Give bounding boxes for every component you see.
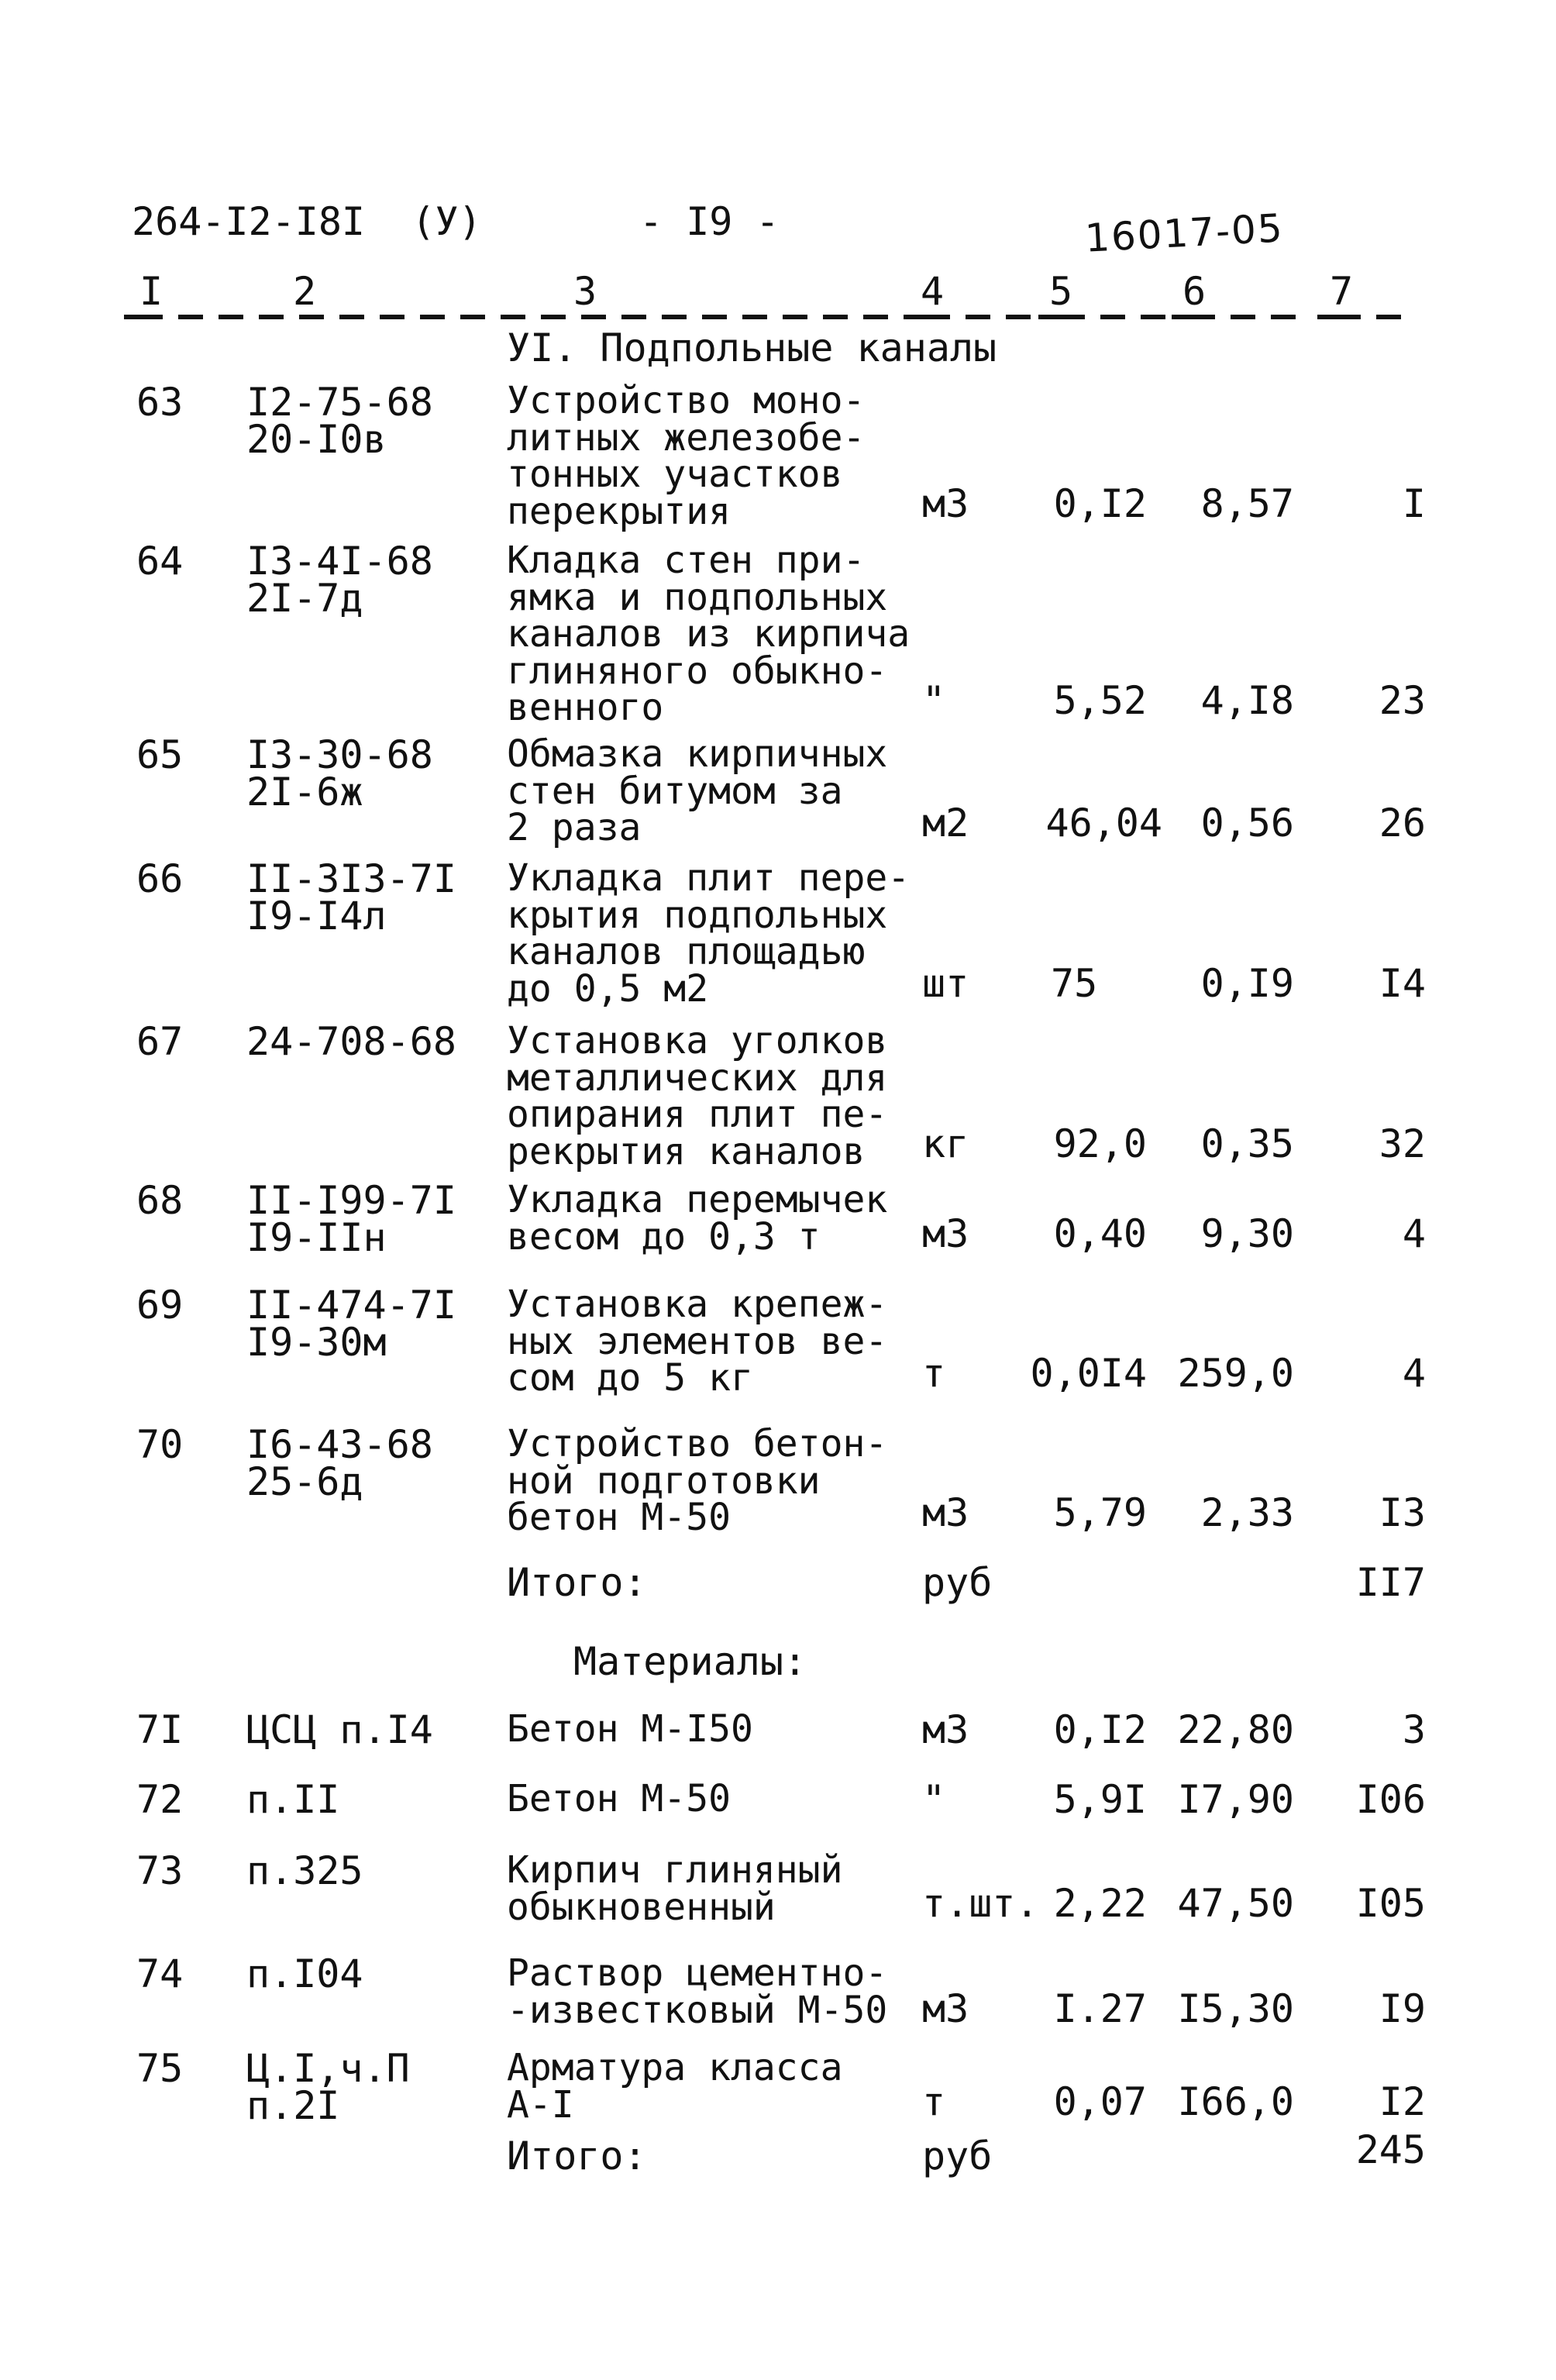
row-quantity: I.27 [1053,1986,1147,2031]
row-unit-price: I66,0 [1177,2079,1294,2124]
row-unit-price: 22,80 [1177,1707,1294,1752]
row-unit-price: 0,I9 [1200,961,1294,1006]
row-unit-price: 0,56 [1200,801,1294,846]
row-unit: т [922,1351,946,1396]
row-description: Бетон М-I50 [507,1707,753,1751]
row-description: Укладка плит пере- крытия подпольных каналов площадью до 0,5 м2 [507,856,911,1011]
column-number: 2 [293,269,317,314]
row-number: 67 [136,1019,184,1064]
row-description: Кладка стен при- ямка и подпольных каналов из кирпича глиняного обыкно- венного [507,539,911,729]
row-description: Арматура класса А-I [507,2046,843,2127]
row-total: I4 [1379,961,1426,1006]
row-number: 73 [136,1848,184,1893]
document-code: 264-I2-I8I (У) [132,199,482,244]
subtotal-label: Итого: [507,2134,647,2179]
row-total: I06 [1355,1777,1426,1822]
subtotal-unit: руб [922,1560,993,1605]
row-code: ЦСЦ п.I4 [246,1707,433,1752]
row-unit-price: 9,30 [1200,1211,1294,1256]
row-description: Бетон М-50 [507,1777,731,1820]
row-unit: м3 [922,1211,969,1256]
row-code: Ц.I,ч.П п.2I [246,2046,410,2128]
row-code: п.II [246,1777,340,1822]
row-code: I6-43-68 25-6д [246,1422,433,1504]
row-total: I [1402,481,1426,526]
row-unit-price: 47,50 [1177,1881,1294,1926]
row-total: 32 [1379,1121,1426,1166]
row-description: Укладка перемычек весом до 0,3 т [507,1178,888,1259]
row-quantity: 0,40 [1053,1211,1147,1256]
subtotal-total: 245 [1355,2127,1426,2172]
row-number: 68 [136,1178,184,1223]
column-number: 4 [921,269,945,314]
row-unit: м2 [922,801,969,846]
row-number: 63 [136,380,184,425]
row-code: I3-30-68 2I-6ж [246,732,433,815]
row-description: Устройство бетон- ной подготовки бетон М-50 [507,1422,888,1539]
row-quantity: 0,I2 [1053,481,1147,526]
row-code: п.325 [246,1848,363,1893]
row-total: I2 [1379,2079,1426,2124]
column-number: 3 [573,269,597,314]
document-variant: (У) [411,199,482,244]
row-code: II-3I3-7I I9-I4л [246,856,456,939]
row-number: 72 [136,1777,184,1822]
row-quantity: 2,22 [1053,1881,1147,1926]
page-number: - I9 - [639,199,780,244]
row-code: I2-75-68 20-I0в [246,380,433,462]
row-quantity: 5,79 [1053,1490,1147,1535]
row-description: Установка крепеж- ных элементов ве- сом до 5 кг [507,1283,888,1400]
row-unit: т.шт. [922,1881,1039,1926]
row-total: 26 [1379,801,1426,846]
subtotal-label: Итого: [507,1560,647,1605]
row-quantity: 75 [1051,961,1098,1006]
row-unit-price: 0,35 [1200,1121,1294,1166]
handwritten-number: 16017-05 [1083,205,1286,261]
row-unit-price: 2,33 [1200,1490,1294,1535]
row-unit: м3 [922,1490,969,1535]
row-quantity: 5,9I [1053,1777,1147,1822]
row-description: Устройство моно- литных железобе- тонных участков перекрытия [507,379,866,533]
row-unit: кг [922,1121,969,1166]
row-number: 66 [136,856,184,901]
row-unit: м3 [922,481,969,526]
row-total: I9 [1379,1986,1426,2031]
row-unit-price: 259,0 [1177,1351,1294,1396]
materials-title: Материалы: [573,1639,807,1684]
row-total: 4 [1402,1351,1426,1396]
column-number: 6 [1182,269,1207,314]
row-quantity: 46,04 [1045,801,1162,846]
row-number: 7I [136,1707,184,1752]
column-number: 5 [1049,269,1073,314]
row-quantity: 0,07 [1053,2079,1147,2124]
row-unit: " [922,1777,946,1822]
row-total: I05 [1355,1881,1426,1926]
row-code: I3-4I-68 2I-7д [246,539,433,621]
row-unit-price: I5,30 [1177,1986,1294,2031]
row-number: 64 [136,539,184,584]
subtotal-total: II7 [1355,1560,1426,1605]
row-number: 75 [136,2046,184,2091]
row-number: 65 [136,732,184,777]
row-unit: м3 [922,1986,969,2031]
row-unit-price: I7,90 [1177,1777,1294,1822]
row-unit: шт [922,961,969,1006]
row-number: 69 [136,1283,184,1328]
column-number: 7 [1330,269,1354,314]
row-description: Кирпич глиняный обыкновенный [507,1848,843,1929]
row-unit-price: 8,57 [1200,481,1294,526]
row-unit: " [922,678,946,723]
row-unit: м3 [922,1707,969,1752]
row-description: Обмазка кирпичных стен битумом за 2 раза [507,732,888,849]
row-quantity: 0,0I4 [1030,1351,1147,1396]
row-quantity: 5,52 [1053,678,1147,723]
column-number: I [139,269,164,314]
row-unit: т [922,2079,946,2124]
row-unit-price: 4,I8 [1200,678,1294,723]
row-total: 23 [1379,678,1426,723]
row-number: 70 [136,1422,184,1467]
row-total: 3 [1402,1707,1426,1752]
row-code: п.I04 [246,1951,363,1996]
row-code: 24-708-68 [246,1019,456,1064]
row-code: II-I99-7I I9-IIн [246,1178,456,1260]
row-quantity: 0,I2 [1053,1707,1147,1752]
subtotal-unit: руб [922,2134,993,2179]
row-number: 74 [136,1951,184,1996]
row-quantity: 92,0 [1053,1121,1147,1166]
row-code: II-474-7I I9-30м [246,1283,456,1365]
row-description: Установка уголков металлических для опирания плит пе- рекрытия каналов [507,1019,888,1173]
row-total: 4 [1402,1211,1426,1256]
row-total: I3 [1379,1490,1426,1535]
section-title: УI. Подпольные каналы [507,325,997,370]
row-description: Раствор цементно- -известковый М-50 [507,1951,888,2032]
